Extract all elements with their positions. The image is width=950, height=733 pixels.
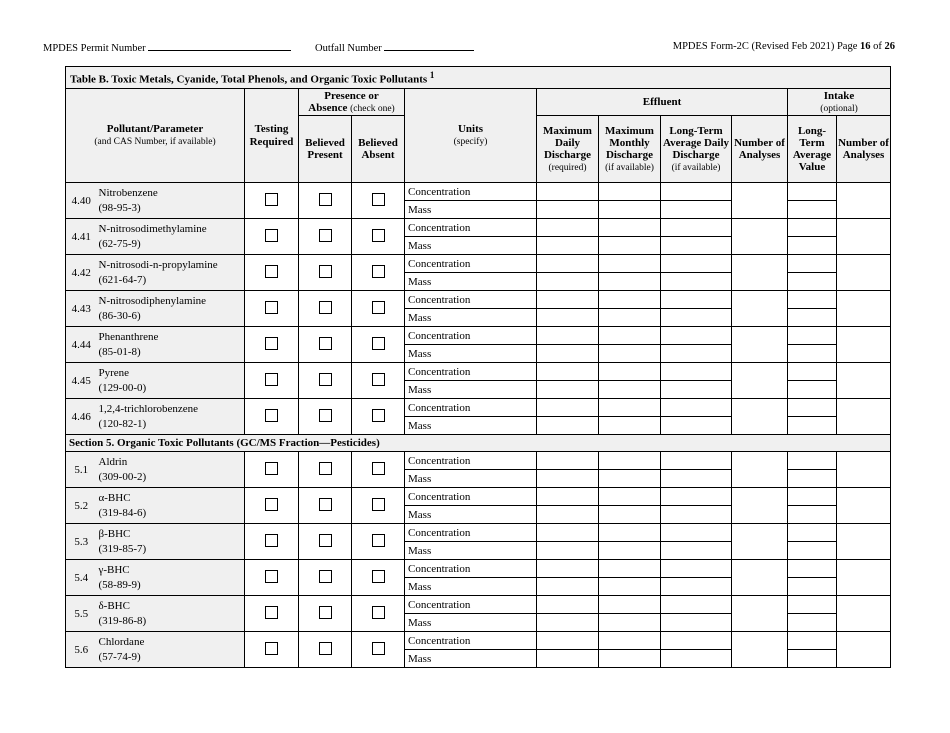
max-monthly-mass-field[interactable] [599,309,661,327]
num-analyses-field[interactable] [732,399,788,435]
table-row [66,291,891,309]
long-term-mass-field[interactable] [661,309,732,327]
testing-required-checkbox[interactable] [245,291,299,327]
table-row [66,596,891,614]
max-daily-concentration-field[interactable] [537,596,599,614]
max-daily-mass-field[interactable] [537,614,599,632]
max-monthly-concentration-field[interactable] [599,596,661,614]
header-long-term: Long-Term Average Daily Discharge (if available) [661,116,732,183]
unit-mass: Mass [405,417,537,435]
pollutant-name: α-BHC (319-84-6) [97,488,245,524]
max-monthly-mass-field[interactable] [599,417,661,435]
max-daily-mass-field[interactable] [537,309,599,327]
testing-required-checkbox[interactable] [245,524,299,560]
pollutant-name: δ-BHC (319-86-8) [97,596,245,632]
long-term-concentration-field[interactable] [661,363,732,381]
intake-num-analyses-field[interactable] [837,632,891,668]
max-monthly-mass-field[interactable] [599,650,661,668]
unit-mass: Mass [405,542,537,560]
table-row [66,560,891,578]
max-daily-mass-field[interactable] [537,470,599,488]
max-daily-mass-field[interactable] [537,650,599,668]
believed-absent-checkbox[interactable] [352,183,405,219]
pollutant-name: β-BHC (319-85-7) [97,524,245,560]
table-row [66,327,891,345]
outfall-number-label: Outfall Number [315,41,474,54]
max-monthly-mass-field[interactable] [599,506,661,524]
max-daily-concentration-field[interactable] [537,560,599,578]
unit-mass: Mass [405,578,537,596]
table-row [66,183,891,201]
header-believed-present: Believed Present [299,116,352,183]
pollutant-name: 1,2,4-trichlorobenzene (120-82-1) [97,399,245,435]
long-term-mass-field[interactable] [661,381,732,399]
max-monthly-concentration-field[interactable] [599,560,661,578]
pollutant-name: Phenanthrene (85-01-8) [97,327,245,363]
max-daily-concentration-field[interactable] [537,399,599,417]
header-intake-long-term: Long-Term Average Value [788,116,837,183]
long-term-mass-field[interactable] [661,614,732,632]
max-daily-concentration-field[interactable] [537,219,599,237]
max-daily-concentration-field[interactable] [537,632,599,650]
intake-long-term-concentration-field[interactable] [788,488,837,506]
intake-long-term-mass-field[interactable] [788,650,837,668]
unit-mass: Mass [405,309,537,327]
max-daily-mass-field[interactable] [537,542,599,560]
pollutant-name: N-nitrosodiphenylamine (86-30-6) [97,291,245,327]
max-monthly-concentration-field[interactable] [599,399,661,417]
unit-mass: Mass [405,345,537,363]
max-monthly-concentration-field[interactable] [599,183,661,201]
header-effluent: Effluent [537,89,788,116]
long-term-mass-field[interactable] [661,506,732,524]
max-monthly-concentration-field[interactable] [599,219,661,237]
max-daily-mass-field[interactable] [537,578,599,596]
believed-present-checkbox[interactable] [299,596,352,632]
table-row [66,255,891,273]
unit-concentration: Concentration [405,183,537,201]
pollutant-number: 5.1 [66,452,97,488]
believed-absent-checkbox[interactable] [352,363,405,399]
unit-concentration: Concentration [405,488,537,506]
intake-long-term-concentration-field[interactable] [788,452,837,470]
long-term-concentration-field[interactable] [661,327,732,345]
table-row [66,524,891,542]
max-daily-mass-field[interactable] [537,506,599,524]
unit-mass: Mass [405,650,537,668]
num-analyses-field[interactable] [732,560,788,596]
section-5-title: Section 5. Organic Toxic Pollutants (GC/MS Fraction—Pesticides) [66,435,891,452]
max-monthly-concentration-field[interactable] [599,452,661,470]
max-monthly-mass-field[interactable] [599,201,661,219]
long-term-mass-field[interactable] [661,470,732,488]
intake-long-term-mass-field[interactable] [788,309,837,327]
long-term-mass-field[interactable] [661,345,732,363]
max-monthly-mass-field[interactable] [599,237,661,255]
pollutant-name: Nitrobenzene (98-95-3) [97,183,245,219]
believed-present-checkbox[interactable] [299,560,352,596]
form-page-label: MPDES Form-2C (Revised Feb 2021) Page 16 of 26 [672,41,895,52]
unit-mass: Mass [405,614,537,632]
believed-present-checkbox[interactable] [299,219,352,255]
max-daily-concentration-field[interactable] [537,488,599,506]
intake-long-term-concentration-field[interactable] [788,399,837,417]
unit-concentration: Concentration [405,291,537,309]
pollutant-number: 4.45 [66,363,97,399]
intake-num-analyses-field[interactable] [837,596,891,632]
table-row [66,452,891,470]
unit-concentration: Concentration [405,219,537,237]
num-analyses-field[interactable] [732,488,788,524]
max-daily-concentration-field[interactable] [537,452,599,470]
unit-mass: Mass [405,381,537,399]
intake-num-analyses-field[interactable] [837,488,891,524]
permit-number-field[interactable] [148,41,291,51]
num-analyses-field[interactable] [732,524,788,560]
intake-long-term-concentration-field[interactable] [788,596,837,614]
believed-present-checkbox[interactable] [299,399,352,435]
page-current: 16 [860,41,871,52]
long-term-mass-field[interactable] [661,417,732,435]
max-monthly-mass-field[interactable] [599,381,661,399]
max-daily-concentration-field[interactable] [537,255,599,273]
long-term-mass-field[interactable] [661,542,732,560]
believed-absent-checkbox[interactable] [352,291,405,327]
unit-concentration: Concentration [405,363,537,381]
table-row [66,219,891,237]
table-title: Table B. Toxic Metals, Cyanide, Total Phenols, and Organic Toxic Pollutants $^1$ [66,67,891,89]
intake-num-analyses-field[interactable] [837,452,891,488]
pollutant-number: 4.41 [66,219,97,255]
intake-num-analyses-field[interactable] [837,291,891,327]
believed-absent-checkbox[interactable] [352,632,405,668]
table-row [66,363,891,381]
unit-concentration: Concentration [405,327,537,345]
believed-absent-checkbox[interactable] [352,327,405,363]
max-monthly-mass-field[interactable] [599,542,661,560]
max-monthly-concentration-field[interactable] [599,327,661,345]
believed-present-checkbox[interactable] [299,524,352,560]
header-units: Units (specify) [405,89,537,183]
long-term-concentration-field[interactable] [661,488,732,506]
long-term-mass-field[interactable] [661,650,732,668]
intake-long-term-mass-field[interactable] [788,237,837,255]
pollutant-number: 5.6 [66,632,97,668]
max-daily-mass-field[interactable] [537,237,599,255]
long-term-mass-field[interactable] [661,578,732,596]
table-row [66,399,891,417]
believed-absent-checkbox[interactable] [352,488,405,524]
num-analyses-field[interactable] [732,219,788,255]
unit-concentration: Concentration [405,632,537,650]
intake-num-analyses-field[interactable] [837,327,891,363]
long-term-mass-field[interactable] [661,273,732,291]
testing-required-checkbox[interactable] [245,452,299,488]
testing-required-checkbox[interactable] [245,363,299,399]
max-daily-mass-field[interactable] [537,417,599,435]
unit-concentration: Concentration [405,560,537,578]
intake-long-term-mass-field[interactable] [788,417,837,435]
num-analyses-field[interactable] [732,327,788,363]
max-monthly-mass-field[interactable] [599,614,661,632]
unit-concentration: Concentration [405,452,537,470]
max-monthly-mass-field[interactable] [599,273,661,291]
believed-present-checkbox[interactable] [299,291,352,327]
intake-num-analyses-field[interactable] [837,255,891,291]
pollutant-name: Pyrene (129-00-0) [97,363,245,399]
pollutant-number: 4.43 [66,291,97,327]
intake-long-term-concentration-field[interactable] [788,291,837,309]
believed-present-checkbox[interactable] [299,183,352,219]
intake-long-term-mass-field[interactable] [788,578,837,596]
header-num-analyses: Number of Analyses [732,116,788,183]
pollutant-number: 5.5 [66,596,97,632]
believed-absent-checkbox[interactable] [352,452,405,488]
pollutant-name: N-nitrosodimethylamine (62-75-9) [97,219,245,255]
intake-long-term-concentration-field[interactable] [788,632,837,650]
intake-num-analyses-field[interactable] [837,183,891,219]
num-analyses-field[interactable] [732,255,788,291]
header-max-monthly: Maximum Monthly Discharge (if available) [599,116,661,183]
max-daily-mass-field[interactable] [537,381,599,399]
testing-required-checkbox[interactable] [245,399,299,435]
num-analyses-field[interactable] [732,291,788,327]
intake-long-term-mass-field[interactable] [788,273,837,291]
testing-required-checkbox[interactable] [245,255,299,291]
long-term-mass-field[interactable] [661,237,732,255]
max-daily-concentration-field[interactable] [537,524,599,542]
max-daily-concentration-field[interactable] [537,183,599,201]
intake-long-term-mass-field[interactable] [788,542,837,560]
intake-long-term-mass-field[interactable] [788,201,837,219]
outfall-number-field[interactable] [384,41,474,51]
unit-concentration: Concentration [405,524,537,542]
max-daily-mass-field[interactable] [537,201,599,219]
long-term-concentration-field[interactable] [661,183,732,201]
intake-long-term-concentration-field[interactable] [788,560,837,578]
num-analyses-field[interactable] [732,183,788,219]
believed-present-checkbox[interactable] [299,255,352,291]
header-max-daily: Maximum Daily Discharge (required) [537,116,599,183]
header-believed-absent: Believed Absent [352,116,405,183]
intake-long-term-concentration-field[interactable] [788,363,837,381]
max-monthly-mass-field[interactable] [599,578,661,596]
pollutant-name: Chlordane (57-74-9) [97,632,245,668]
intake-long-term-concentration-field[interactable] [788,327,837,345]
testing-required-checkbox[interactable] [245,219,299,255]
long-term-concentration-field[interactable] [661,524,732,542]
intake-long-term-mass-field[interactable] [788,345,837,363]
long-term-concentration-field[interactable] [661,255,732,273]
intake-num-analyses-field[interactable] [837,363,891,399]
long-term-concentration-field[interactable] [661,632,732,650]
table-row [66,488,891,506]
header-testing: Testing Required [245,89,299,183]
testing-required-checkbox[interactable] [245,327,299,363]
long-term-concentration-field[interactable] [661,291,732,309]
unit-concentration: Concentration [405,596,537,614]
testing-required-checkbox[interactable] [245,596,299,632]
max-daily-concentration-field[interactable] [537,363,599,381]
pollutant-number: 4.42 [66,255,97,291]
believed-absent-checkbox[interactable] [352,560,405,596]
pollutant-number: 4.44 [66,327,97,363]
believed-present-checkbox[interactable] [299,363,352,399]
num-analyses-field[interactable] [732,632,788,668]
testing-required-checkbox[interactable] [245,632,299,668]
unit-mass: Mass [405,273,537,291]
num-analyses-field[interactable] [732,596,788,632]
header-intake: Intake (optional) [788,89,891,116]
max-monthly-concentration-field[interactable] [599,291,661,309]
intake-long-term-concentration-field[interactable] [788,183,837,201]
intake-long-term-concentration-field[interactable] [788,219,837,237]
believed-absent-checkbox[interactable] [352,219,405,255]
intake-num-analyses-field[interactable] [837,524,891,560]
pollutant-table [65,66,891,668]
pollutant-number: 5.4 [66,560,97,596]
long-term-mass-field[interactable] [661,201,732,219]
page-total: 26 [884,41,895,52]
unit-mass: Mass [405,506,537,524]
max-daily-concentration-field[interactable] [537,327,599,345]
unit-mass: Mass [405,470,537,488]
testing-required-checkbox[interactable] [245,488,299,524]
num-analyses-field[interactable] [732,452,788,488]
unit-mass: Mass [405,237,537,255]
long-term-concentration-field[interactable] [661,596,732,614]
believed-present-checkbox[interactable] [299,452,352,488]
intake-num-analyses-field[interactable] [837,399,891,435]
max-daily-mass-field[interactable] [537,273,599,291]
intake-num-analyses-field[interactable] [837,219,891,255]
max-monthly-concentration-field[interactable] [599,488,661,506]
testing-required-checkbox[interactable] [245,183,299,219]
pollutant-name: N-nitrosodi-n-propylamine (621-64-7) [97,255,245,291]
intake-long-term-concentration-field[interactable] [788,255,837,273]
unit-concentration: Concentration [405,255,537,273]
believed-absent-checkbox[interactable] [352,399,405,435]
intake-long-term-mass-field[interactable] [788,381,837,399]
intake-long-term-concentration-field[interactable] [788,524,837,542]
max-monthly-mass-field[interactable] [599,470,661,488]
pollutant-number: 5.2 [66,488,97,524]
pollutant-number: 5.3 [66,524,97,560]
believed-absent-checkbox[interactable] [352,524,405,560]
table-row [66,632,891,650]
max-daily-concentration-field[interactable] [537,291,599,309]
max-daily-mass-field[interactable] [537,345,599,363]
unit-concentration: Concentration [405,399,537,417]
max-monthly-concentration-field[interactable] [599,255,661,273]
unit-mass: Mass [405,201,537,219]
believed-present-checkbox[interactable] [299,488,352,524]
pollutant-number: 4.40 [66,183,97,219]
header-pollutant: Pollutant/Parameter (and CAS Number, if available) [66,89,245,183]
believed-present-checkbox[interactable] [299,632,352,668]
testing-required-checkbox[interactable] [245,560,299,596]
believed-present-checkbox[interactable] [299,327,352,363]
max-monthly-concentration-field[interactable] [599,363,661,381]
intake-long-term-mass-field[interactable] [788,506,837,524]
permit-number-label: MPDES Permit Number [43,41,291,54]
pollutant-number: 4.46 [66,399,97,435]
believed-absent-checkbox[interactable] [352,255,405,291]
intake-long-term-mass-field[interactable] [788,470,837,488]
intake-num-analyses-field[interactable] [837,560,891,596]
max-monthly-concentration-field[interactable] [599,632,661,650]
max-monthly-concentration-field[interactable] [599,524,661,542]
long-term-concentration-field[interactable] [661,399,732,417]
long-term-concentration-field[interactable] [661,452,732,470]
long-term-concentration-field[interactable] [661,219,732,237]
pollutant-name: γ-BHC (58-89-9) [97,560,245,596]
header-intake-num-analyses: Number of Analyses [837,116,891,183]
intake-long-term-mass-field[interactable] [788,614,837,632]
header-presence: Presence or Absence (check one) [299,89,405,116]
num-analyses-field[interactable] [732,363,788,399]
max-monthly-mass-field[interactable] [599,345,661,363]
long-term-concentration-field[interactable] [661,560,732,578]
believed-absent-checkbox[interactable] [352,596,405,632]
pollutant-name: Aldrin (309-00-2) [97,452,245,488]
